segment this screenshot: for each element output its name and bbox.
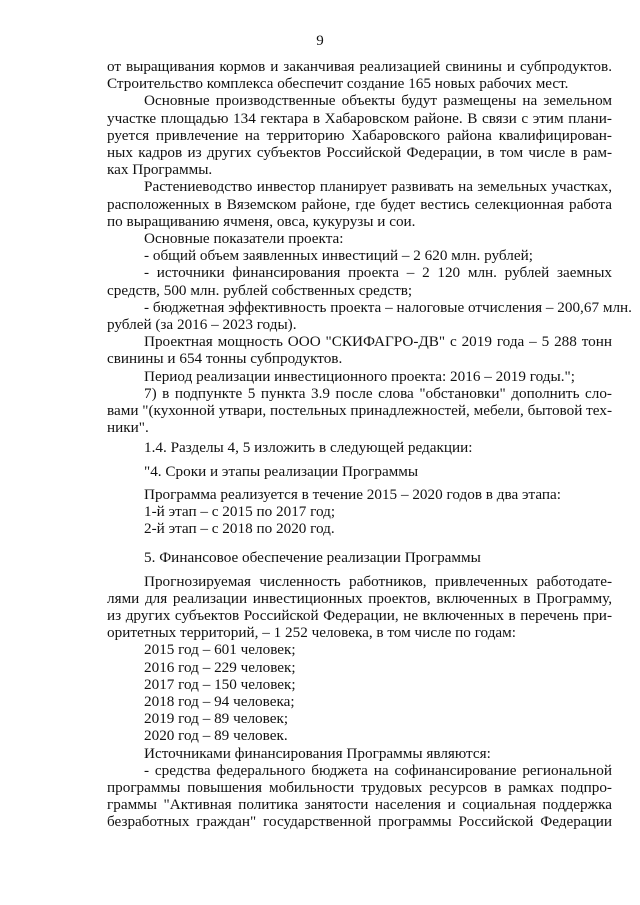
text-line: ках Программы. bbox=[107, 161, 213, 179]
text-line: из других субъектов Российской Федерации, не включенных в перечень при- bbox=[107, 607, 612, 624]
text-line: безработных граждан" государственной программы Российской Федерации bbox=[107, 813, 612, 831]
text-line: 7) в подпункте 5 пункта 3.9 после слова "обстановки" дополнить сло- bbox=[144, 384, 612, 402]
text-line: Строительство комплекса обеспечит создание 165 новых рабочих мест. bbox=[107, 75, 569, 93]
text-line: лями для реализации инвестиционных проектов, включенных в Программу, bbox=[107, 589, 612, 607]
text-line: Проектная мощность ООО "СКИФАГРО-ДВ" с 2019 года – 5 288 тонн bbox=[144, 333, 612, 351]
text-line: оритетных территорий, – 1 252 человека, в том числе по годам: bbox=[107, 624, 517, 642]
text-line: Прогнозируемая численность работников, привлеченных работодате- bbox=[144, 572, 612, 590]
text-line: Программа реализуется в течение 2015 – 2020 годов в два этапа: bbox=[144, 485, 561, 503]
page-number: 9 bbox=[316, 33, 324, 49]
text-line: руется привлечение на территорию Хабаровского района квалифицирован- bbox=[107, 126, 612, 144]
text-line: Основные показатели проекта: bbox=[144, 230, 344, 247]
text-line: Период реализации инвестиционного проекта: 2016 – 2019 годы."; bbox=[144, 367, 575, 385]
text-line: программы повышения мобильности трудовых ресурсов в рамках подпро- bbox=[107, 779, 612, 796]
text-line: Основные производственные объекты будут размещены на земельном bbox=[144, 92, 612, 110]
text-line: участке площадью 134 гектара в Хабаровском районе. В связи с этим плани- bbox=[107, 109, 612, 127]
text-line: - источники финансирования проекта – 2 120 млн. рублей заемных bbox=[144, 264, 612, 282]
text-line: 2017 год – 150 человек; bbox=[144, 675, 296, 693]
text-line: от выращивания кормов и заканчивая реализацией свинины и субпродуктов. bbox=[107, 58, 612, 75]
text-line: - средства федерального бюджета на софинансирование региональной bbox=[144, 761, 612, 779]
text-line: ных кадров из других субъектов Российской Федерации, в том числе в рам- bbox=[107, 144, 612, 161]
text-line: вами "(кухонной утвари, постельных принадлежностей, мебели, бытовой тех- bbox=[107, 402, 612, 419]
text-line: Растениеводство инвестор планирует развивать на земельных участках, bbox=[144, 178, 612, 196]
text-line: 2016 год – 229 человек; bbox=[144, 658, 296, 676]
text-line: 1.4. Разделы 4, 5 изложить в следующей редакции: bbox=[144, 439, 473, 457]
text-line: 2020 год – 89 человек. bbox=[144, 727, 288, 745]
text-line: 2018 год – 94 человека; bbox=[144, 693, 295, 710]
text-line: "4. Сроки и этапы реализации Программы bbox=[144, 462, 419, 480]
text-line: граммы "Активная политика занятости населения и социальная поддержка bbox=[107, 796, 612, 814]
text-line: ники". bbox=[107, 419, 149, 437]
text-line: рублей (за 2016 – 2023 годы). bbox=[107, 316, 297, 333]
text-line: расположенных в Вяземском районе, где будет вестись селекционная работа bbox=[107, 195, 612, 213]
text-line: 2-й этап – с 2018 по 2020 год. bbox=[144, 520, 335, 538]
text-line: 2019 год – 89 человек; bbox=[144, 710, 289, 728]
text-line: 5. Финансовое обеспечение реализации Программы bbox=[144, 549, 481, 567]
text-line: 2015 год – 601 человек; bbox=[144, 641, 296, 659]
text-line: по выращиванию ячменя, овса, кукурузы и сои. bbox=[107, 212, 416, 230]
text-line: Источниками финансирования Программы являются: bbox=[144, 744, 491, 762]
text-line: средств, 500 млн. рублей собственных средств; bbox=[107, 281, 413, 299]
text-line: - бюджетная эффективность проекта – налоговые отчисления – 200,67 млн. bbox=[144, 298, 632, 316]
text-line: - общий объем заявленных инвестиций – 2 620 млн. рублей; bbox=[144, 247, 533, 265]
text-line: свинины и 654 тонны субпродуктов. bbox=[107, 350, 343, 368]
text-line: 1-й этап – с 2015 по 2017 год; bbox=[144, 503, 336, 520]
